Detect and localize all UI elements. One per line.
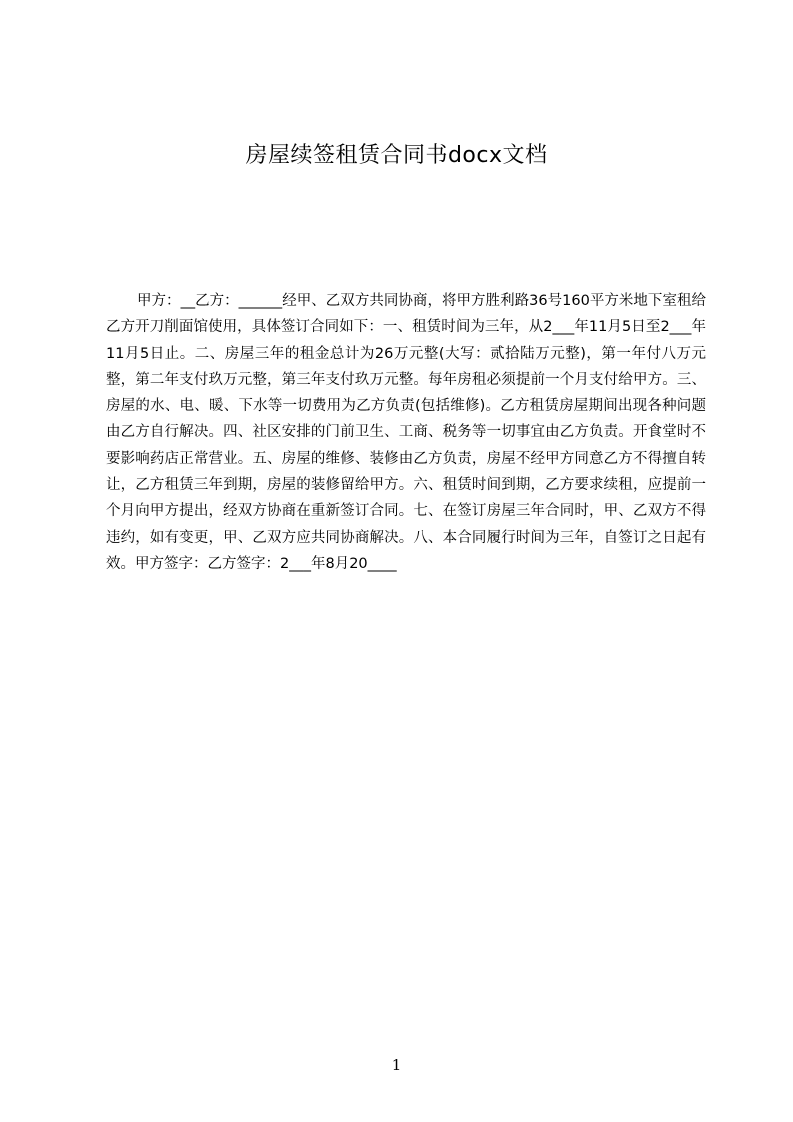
document-body: 甲方：__乙方：______经甲、乙双方共同协商，将甲方胜利路36号160平方米地下室租给乙方开刀削面馆使用，具体签订合同如下：一、租赁时间为三年，从2___年11月5日至2___年11月5日止。二、房屋三年的租金总计为26万元整(大写：贰拾陆万元整)，第一年付八万元整，第二年支付玖万元整，第三年支付玖万元整。每年房租必须提前一个月支付给甲方。三、房屋的水、电、暖、下水等一切费用为乙方负责(包括维修)。乙方租赁房屋期间出现各种问题由乙方自行解决。四、社区安排的门前卫生、工商、税务等一切事宜由乙方负责。开食堂时不要影响药店正常营业。五、房屋的维修、装修由乙方负责，房屋不经甲方同意乙方不得擅自转让，乙方租赁三年到期，房屋的装修留给甲方。六、租赁时间到期，乙方要求续租，应提前一个月向甲方提出，经双方协商在重新签订合同。七、在签订房屋三年合同时，甲、乙双方不得违约，如有变更，甲、乙双方应共同协商解决。八、本合同履行时间为三年，自签订之日起有效。甲方签字：乙方签字：2___年8月20____ — [106, 293, 706, 572]
document-title: 房屋续签租赁合同书docx文档 — [245, 143, 548, 168]
page-number: 1 — [391, 1056, 402, 1074]
